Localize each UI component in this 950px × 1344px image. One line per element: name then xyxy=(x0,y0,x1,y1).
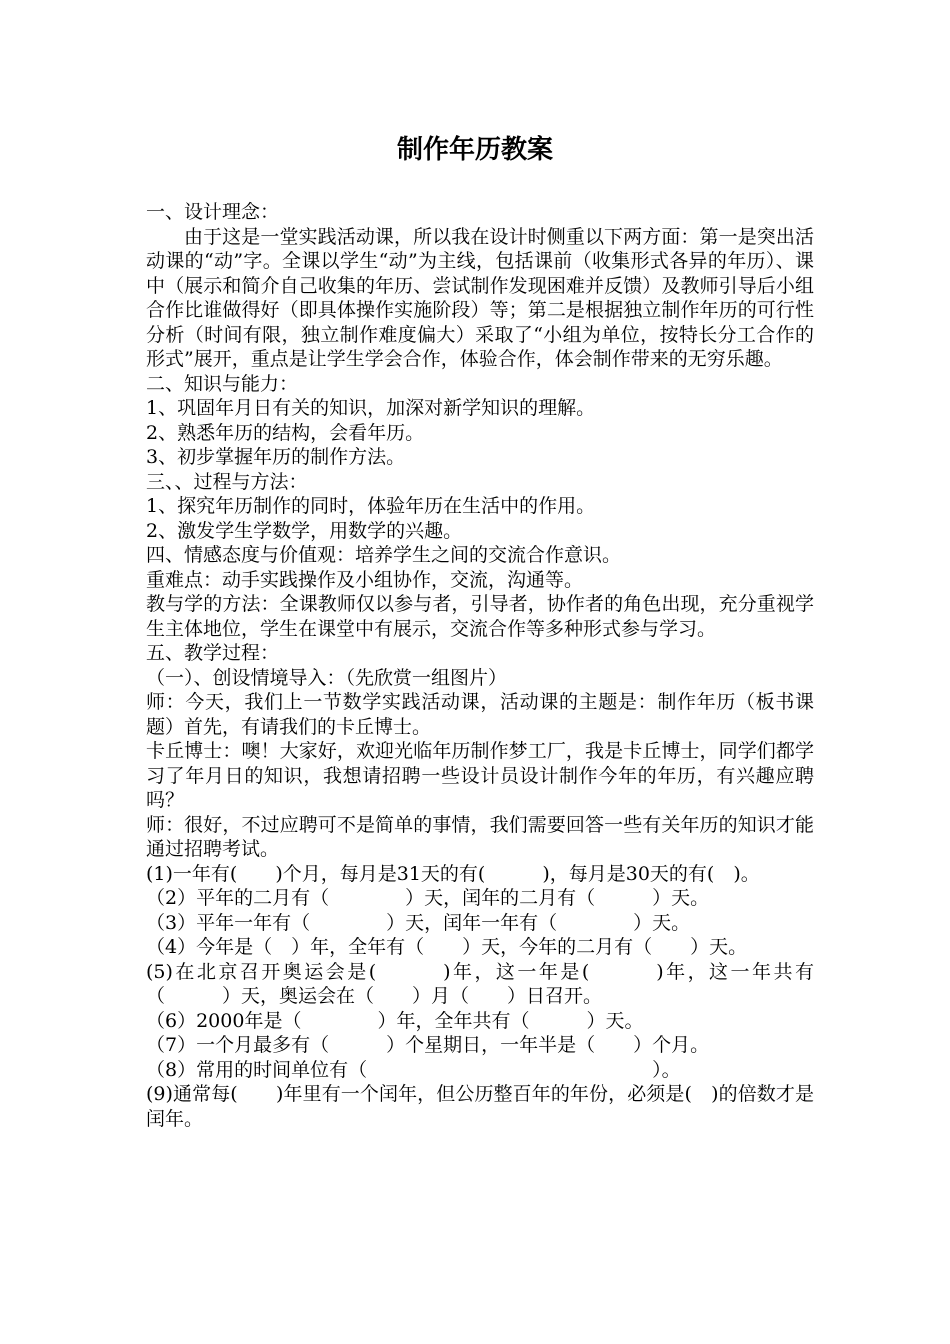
paragraph: 教与学的方法：全课教师仅以参与者，引导者，协作者的角色出现，充分重视学生主体地位，学生在课堂中有展示，交流合作等多种形式参与学习。 xyxy=(146,593,814,640)
list-item: 2、熟悉年历的结构，会看年历。 xyxy=(146,421,425,444)
section-heading: 五、教学过程： xyxy=(146,642,280,664)
question-item: （3）平年一年有（ ）天，闰年一年有（ ）天。 xyxy=(146,911,691,934)
section-heading: 三、、过程与方法： xyxy=(146,470,308,493)
page-title: 制作年历教案 xyxy=(396,135,553,165)
section-heading: 一、设计理念： xyxy=(146,201,280,223)
dialogue-line: 卡丘博士：噢！大家好，欢迎光临年历制作梦工厂，我是卡丘博士，同学们都学习了年月日的知识，我想请招聘一些设计员设计制作今年的年历，有兴趣应聘吗？ xyxy=(146,740,814,811)
document-body xyxy=(146,200,814,1131)
list-item: 3、初步掌握年历的制作方法。 xyxy=(146,446,406,468)
list-item: 2、激发学生学数学，用数学的兴趣。 xyxy=(146,519,463,542)
question-item: （4）今年是（ ）年，全年有（ ）天，今年的二月有（ ）天。 xyxy=(146,936,748,958)
question-item: (1)一年有( )个月，每月是31天的有( )，每月是30天的有( )。 xyxy=(146,862,760,885)
list-item: 1、巩固年月日有关的知识，加深对新学知识的理解。 xyxy=(146,397,596,419)
paragraph: 重难点：动手实践操作及小组协作，交流，沟通等。 xyxy=(146,568,584,591)
section-heading: 二、知识与能力： xyxy=(146,372,299,395)
question-item: (9)通常每( )年里有一个闰年，但公历整百年的年份，必须是( )的倍数才是闰年。 xyxy=(146,1083,814,1130)
paragraph: 由于这是一堂实践活动课，所以我在设计时侧重以下两方面：第一是突出活动课的“动”字。全课以学生“动”为主线，包括课前（收集形式各异的年历）、课中（展示和简介自己收集的年历、尝试制作发现困难并反馈）及教师引导后小组合作比谁做得好（即具体操作实施阶段）等；第二是根据独立制作年历的可行性分析（时间有限，独立制作难度偏大）采取了“小组为单位，按特长分工合作的形式”展开，重点是让学生学会合作，体验合作，体会制作带来的无穷乐趣。 xyxy=(146,225,814,370)
paragraph: （一）、创设情境导入：（先欣赏一组图片） xyxy=(146,666,508,689)
dialogue-line: 师：很好，不过应聘可不是简单的事情，我们需要回答一些有关年历的知识才能通过招聘考试。 xyxy=(146,813,814,860)
question-item: （7）一个月最多有（ ）个星期日，一年半是（ ）个月。 xyxy=(146,1034,710,1056)
list-item: 1、探究年历制作的同时，体验年历在生活中的作用。 xyxy=(146,495,596,517)
question-item: (5)在北京召开奥运会是( )年，这一年是( )年，这一年共有（ ）天，奥运会在（ ）月（ ）日召开。 xyxy=(146,960,814,1007)
dialogue-line: 师：今天，我们上一节数学实践活动课，活动课的主题是：制作年历（板书课题）首先，有请我们的卡丘博士。 xyxy=(146,691,814,738)
question-item: （6）2000年是（ ）年，全年共有（ ）天。 xyxy=(146,1009,644,1032)
question-item: （8）常用的时间单位有（ ）。 xyxy=(146,1058,681,1081)
section-heading: 四、情感态度与价值观：培养学生之间的交流合作意识。 xyxy=(146,544,622,566)
question-item: （2）平年的二月有（ ）天，闰年的二月有（ ）天。 xyxy=(146,887,710,909)
